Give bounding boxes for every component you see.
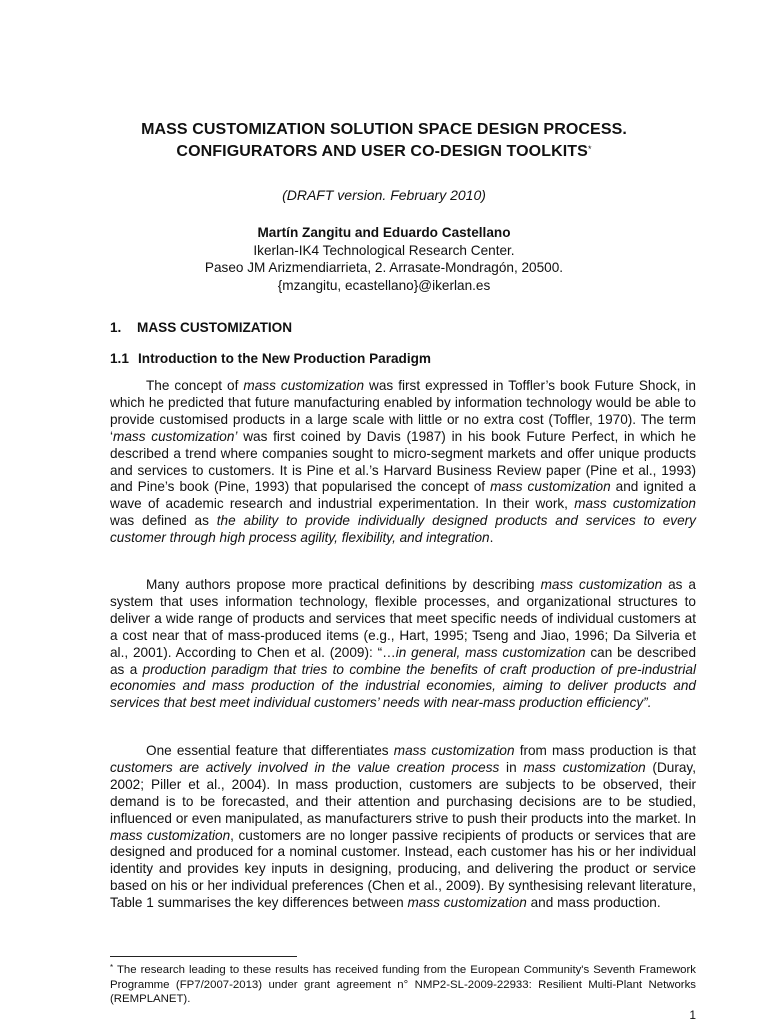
author-email: {mzangitu, ecastellano}@ikerlan.es — [277, 277, 491, 293]
text-run: can be described as a — [110, 644, 697, 677]
paragraph-3 — [110, 743, 696, 912]
italic-run: mass customization — [490, 479, 611, 495]
title-line-2 — [60, 141, 708, 163]
title-line-1: MASS CUSTOMIZATION SOLUTION SPACE DESIGN PROCESS. — [141, 121, 627, 138]
text-run: as a system that uses information technology, flexible processes, and organizational structures to deliver a wide range of products and services that meet specific needs of individual customers at a cost near that of mass-produced items (e.g., Hart, 1995; Tseng and Jiao, 1996; Da Silveria et al., 2001). According to Chen et al. (2009): “… — [110, 577, 696, 660]
paragraph-text — [110, 577, 696, 712]
footnote-marker: * — [110, 963, 114, 972]
text-run: , customers are no longer passive recipients of products or services that are designed and produced for a nominal customer. Instead, each customer has his or her individual identity and provides key inputs in designing, producing, and delivering the product or service based on his or her individual preferences (Chen et al., 2009). By synthesising relevant literature, Table 1 summarises the key differences between — [110, 827, 696, 911]
footnote — [110, 963, 696, 1007]
italic-run: customers are actively involved in the value creation process — [110, 759, 500, 775]
subsection-number: 1.1 — [110, 351, 129, 366]
text-run: from mass production is that — [514, 743, 696, 758]
italic-run: mass customization — [407, 895, 527, 911]
footnote-text: The research leading to these results has received funding from the European Community's Seventh Framework Programme (FP7/2007-2013) under grant agreement n° NMP2-SL-2009-22933: Resilient Multi-Plant Networks (REMPLANET). — [110, 964, 696, 1006]
paragraph-text — [110, 378, 696, 547]
italic-run: mass customization — [243, 378, 365, 393]
italic-run: mass customization — [393, 743, 515, 758]
author-affiliation: Ikerlan-IK4 Technological Research Center. — [253, 242, 515, 258]
paragraph-1 — [110, 378, 696, 547]
italic-run: the ability to provide individually designed products and services to every customer through high process agility, flexibility, and integration — [110, 513, 696, 546]
text-run: was first expressed in Toffler’s book Future Shock, in which he predicted that future manufacturing enabled by information technology would be able to provide customised products in a large scale with little or no extra cost (Toffler, 1970). The term ‘ — [110, 378, 696, 444]
author-address: Paseo JM Arizmendiarrieta, 2. Arrasate-Mondragón, 20500. — [204, 260, 564, 275]
page-number: 1 — [689, 1008, 696, 1022]
subsection-heading — [110, 351, 431, 366]
italic-run: in general, mass customization — [395, 644, 586, 660]
text-run: was defined as — [110, 513, 217, 529]
text-run: and mass production. — [526, 895, 661, 911]
italic-run: mass customization — [574, 496, 696, 512]
text-run: in — [499, 759, 524, 775]
paper-title — [60, 119, 708, 163]
footnote-divider — [110, 956, 297, 957]
title-line-2-text: CONFIGURATORS AND USER CO-DESIGN TOOLKITS — [176, 143, 588, 160]
paragraph-text — [110, 743, 696, 912]
author-block — [60, 224, 708, 294]
paragraph-2 — [110, 577, 696, 712]
text-run: . — [489, 530, 494, 546]
text-run: The concept of — [146, 378, 244, 393]
title-footnote-marker[interactable]: * — [587, 144, 592, 154]
section-heading — [110, 320, 292, 335]
text-run: and ignited a wave of academic research and industrial experimentation. In their work, — [110, 479, 696, 512]
italic-run: mass customization — [540, 577, 663, 592]
italic-run: mass customization’ — [113, 428, 238, 444]
subsection-title: Introduction to the New Production Paradigm — [138, 351, 432, 366]
draft-note: (DRAFT version. February 2010) — [282, 187, 486, 203]
italic-run: mass customization — [523, 759, 646, 775]
author-names: Martín Zangitu and Eduardo Castellano — [257, 225, 511, 240]
text-run: was first coined by Davis (1987) in his book Future Perfect, in which he described a trend where companies sought to micro-segment markets and offer unique products and services to customers. It is Pine et al.’s Harvard Business Review paper (Pine et al., 1993) and Pine’s book (Pine, 1993) that popularised the concept of — [110, 428, 697, 495]
italic-run: mass customization — [110, 827, 231, 843]
text-run: Many authors propose more practical definitions by describing — [146, 577, 541, 592]
section-number: 1. — [110, 320, 122, 335]
italic-run: production paradigm that tries to combine the benefits of craft production of pre-industrial economies and mass production of the industrial economies, aiming to deliver products and services that best meet individual customers’ needs with near-mass production efficiency”. — [110, 661, 696, 711]
text-run: (Duray, 2002; Piller et al., 2004). In mass production, customers are subjects to be observed, their demand is to be forecasted, and their attention and purchasing decisions are to be studied, influenced or even manipulated, as manufacturers strive to push their products into the market. In — [110, 759, 696, 826]
text-run: One essential feature that differentiates — [146, 743, 394, 758]
section-title: MASS CUSTOMIZATION — [137, 320, 293, 335]
